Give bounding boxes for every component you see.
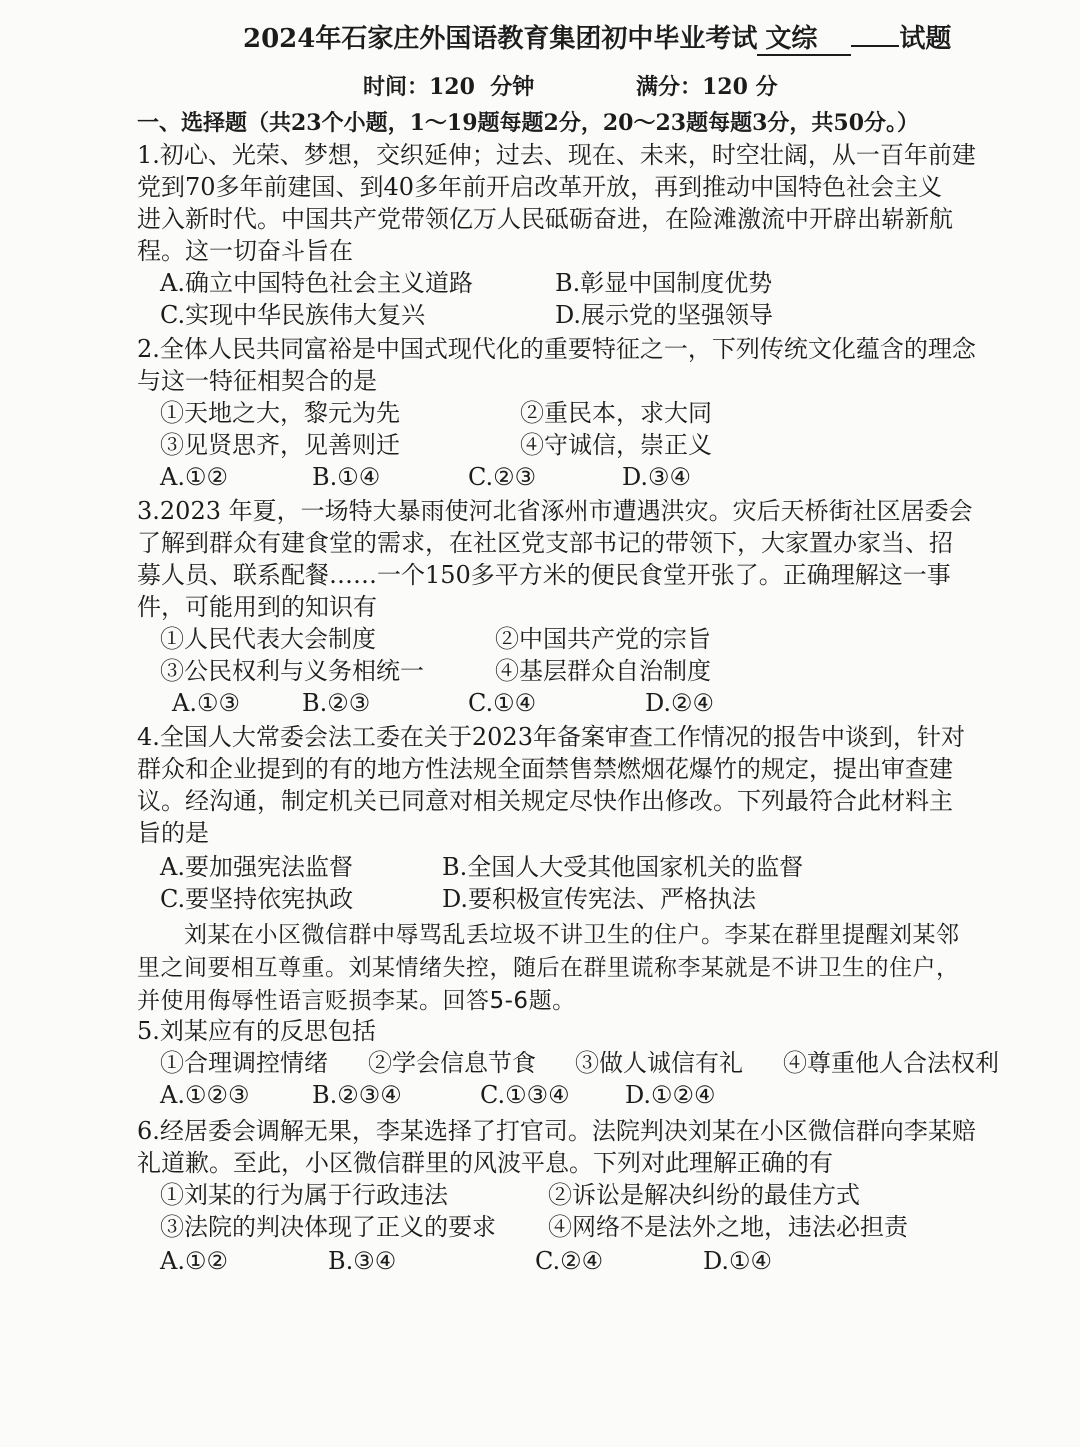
q3-statement-3: ③公民权利与义务相统一: [160, 657, 424, 685]
q4-line-4: 旨的是: [137, 819, 209, 847]
q1-option-b: B.彰显中国制度优势: [555, 269, 773, 297]
q4-option-c: C.要坚持依宪执政: [160, 885, 354, 913]
q3-statement-4: ④基层群众自治制度: [495, 657, 711, 685]
q4-line-1: 4.全国人大常委会法工委在关于2023年备案审查工作情况的报告中谈到，针对: [137, 723, 965, 751]
q1-line-1: 1.初心、光荣、梦想，交织延伸；过去、现在、未来，时空壮阔，从一百年前建: [137, 141, 976, 169]
q6-option-d: D.①④: [703, 1247, 773, 1275]
q1-option-a: A.确立中国特色社会主义道路: [160, 269, 473, 297]
q2-option-b: B.①④: [312, 463, 381, 491]
q1-option-d: D.展示党的坚强领导: [555, 301, 774, 329]
q5-statement-1: ①合理调控情绪: [160, 1049, 328, 1077]
title-blank: [851, 45, 899, 47]
q3-statement-2: ②中国共产党的宗旨: [495, 625, 711, 653]
q1-line-2: 党到70多年前建国、到40多年前开启改革开放，再到推动中国特色社会主义: [137, 173, 943, 201]
q2-option-a: A.①②: [160, 463, 228, 491]
q3-line-3: 募人员、联系配餐……一个150多平方米的便民食堂开张了。正确理解这一事: [137, 561, 951, 589]
q6-line-1: 6.经居委会调解无果，李某选择了打官司。法院判决刘某在小区微信群向李某赔: [137, 1117, 976, 1145]
q4-line-2: 群众和企业提到的有的地方性法规全面禁售禁燃烟花爆竹的规定，提出审查建: [137, 755, 953, 783]
material-line-2: 里之间要相互尊重。刘某情绪失控，随后在群里谎称李某就是不讲卫生的住户，: [137, 955, 960, 981]
q2-option-d: D.③④: [622, 463, 692, 491]
q6-option-c: C.②④: [535, 1247, 604, 1275]
q2-statement-3: ③见贤思齐，见善则迁: [160, 431, 400, 459]
q6-statement-1: ①刘某的行为属于行政违法: [160, 1181, 448, 1209]
title-prefix: 2024年石家庄外国语教育集团初中毕业考试: [243, 24, 758, 54]
q6-line-2: 礼道歉。至此，小区微信群里的风波平息。下列对此理解正确的有: [137, 1149, 833, 1177]
q6-option-b: B.③④: [328, 1247, 397, 1275]
q4-line-3: 议。经沟通，制定机关已同意对相关规定尽快作出修改。下列最符合此材料主: [137, 787, 953, 815]
q6-statement-2: ②诉讼是解决纠纷的最佳方式: [548, 1181, 860, 1209]
q3-line-4: 件，可能用到的知识有: [137, 593, 377, 621]
q1-line-3: 进入新时代。中国共产党带领亿万人民砥砺奋进，在险滩激流中开辟出崭新航: [137, 205, 953, 233]
q1-option-c: C.实现中华民族伟大复兴: [160, 301, 426, 329]
title-suffix: 试题: [899, 24, 952, 54]
exam-full-score: 满分：120 分: [636, 74, 778, 100]
q2-line-1: 2.全体人民共同富裕是中国式现代化的重要特征之一，下列传统文化蕴含的理念: [137, 335, 976, 363]
material-line-1: 刘某在小区微信群中辱骂乱丢垃圾不讲卫生的住户。李某在群里提醒刘某邻: [184, 922, 960, 948]
q6-statement-3: ③法院的判决体现了正义的要求: [160, 1213, 496, 1241]
q5-statement-4: ④尊重他人合法权利: [783, 1049, 999, 1077]
q2-line-2: 与这一特征相契合的是: [137, 367, 377, 395]
title-subject: 文综: [757, 24, 851, 56]
q6-option-a: A.①②: [160, 1247, 228, 1275]
q3-option-a: A.①③: [172, 689, 240, 717]
q5-statement-2: ②学会信息节食: [368, 1049, 536, 1077]
q5-option-a: A.①②③: [160, 1081, 250, 1109]
q5-option-d: D.①②④: [625, 1081, 716, 1109]
q3-option-b: B.②③: [302, 689, 371, 717]
section-heading: 一、选择题（共23个小题，1～19题每题2分，20～23题每题3分，共50分。）: [137, 110, 920, 136]
material-line-3: 并使用侮辱性语言贬损李某。回答5-6题。: [137, 988, 576, 1014]
q3-statement-1: ①人民代表大会制度: [160, 625, 376, 653]
q5-statement-3: ③做人诚信有礼: [575, 1049, 743, 1077]
q4-option-d: D.要积极宣传宪法、严格执法: [442, 885, 757, 913]
q3-option-c: C.①④: [468, 689, 537, 717]
q4-option-b: B.全国人大受其他国家机关的监督: [442, 853, 804, 881]
q2-statement-2: ②重民本，求大同: [520, 399, 712, 427]
q2-statement-1: ①天地之大，黎元为先: [160, 399, 400, 427]
exam-time: 时间：120 分钟: [363, 74, 535, 100]
q5-option-c: C.①③④: [480, 1081, 570, 1109]
q1-line-4: 程。这一切奋斗旨在: [137, 237, 353, 265]
q2-statement-4: ④守诚信，崇正义: [520, 431, 712, 459]
q6-statement-4: ④网络不是法外之地，违法必担责: [548, 1213, 908, 1241]
q5-option-b: B.②③④: [312, 1081, 402, 1109]
q2-option-c: C.②③: [468, 463, 537, 491]
exam-title: [243, 24, 951, 56]
q5-stem: 5.刘某应有的反思包括: [137, 1017, 376, 1045]
q3-option-d: D.②④: [645, 689, 715, 717]
q4-option-a: A.要加强宪法监督: [160, 853, 353, 881]
q3-line-2: 了解到群众有建食堂的需求，在社区党支部书记的带领下，大家置办家当、招: [137, 529, 953, 557]
q3-line-1: 3.2023 年夏，一场特大暴雨使河北省涿州市遭遇洪灾。灾后天桥街社区居委会: [137, 497, 973, 525]
